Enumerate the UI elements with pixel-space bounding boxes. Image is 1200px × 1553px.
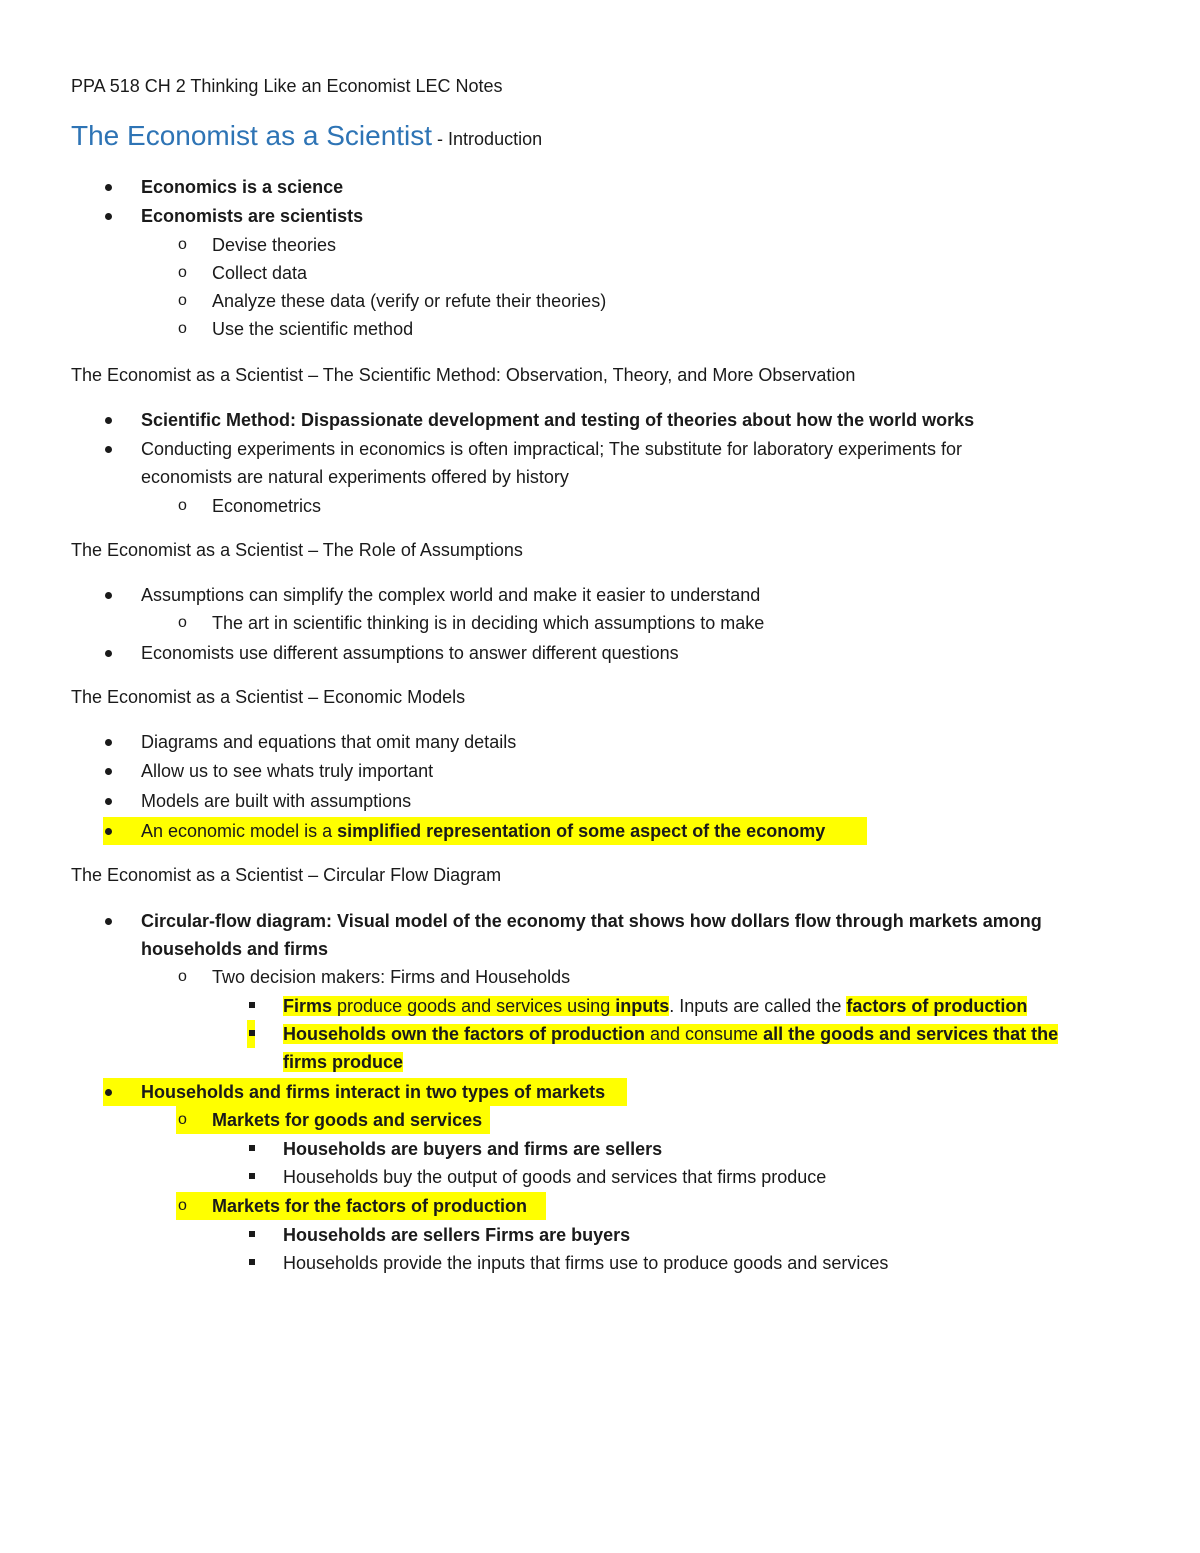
- list-item: Econometrics: [212, 496, 322, 516]
- text-run-bold: simplified representation of some aspect of the economy: [337, 821, 826, 841]
- circle-bullet-icon: o: [178, 1197, 187, 1214]
- square-bullet-icon: [249, 1002, 255, 1008]
- bullet-icon: [105, 828, 112, 835]
- list-item-continuation: households and firms: [141, 939, 329, 959]
- square-bullet-icon: [249, 1231, 255, 1237]
- bullet-icon: [105, 918, 112, 925]
- text-run-bold: Firms: [283, 996, 333, 1016]
- bullet-icon: [105, 592, 112, 599]
- list-item: Collect data: [212, 263, 308, 283]
- text-run: and consume: [645, 1024, 764, 1044]
- circle-bullet-icon: o: [178, 236, 187, 253]
- bullet-icon: [105, 739, 112, 746]
- list-item: Households buy the output of goods and services that firms produce: [283, 1167, 827, 1187]
- list-item: Allow us to see whats truly important: [141, 761, 434, 781]
- bullet-icon: [105, 184, 112, 191]
- circle-bullet-icon: o: [178, 292, 187, 309]
- text-run: produce goods and services using: [332, 996, 616, 1016]
- list-item-highlighted: [283, 992, 1027, 1020]
- text-run-bold: factors of production: [846, 996, 1028, 1016]
- list-item: Diagrams and equations that omit many details: [141, 732, 517, 752]
- text-run: An economic model is a: [141, 821, 338, 841]
- heading-suffix: - Introduction: [432, 129, 543, 149]
- list-item: Economics is a science: [141, 177, 344, 197]
- square-bullet-icon: [249, 1030, 255, 1036]
- text-run-bold: all the goods and services that the: [763, 1024, 1059, 1044]
- list-item: Scientific Method: Dispassionate development and testing of theories about how the world works: [141, 410, 975, 430]
- list-item: Circular-flow diagram: Visual model of the economy that shows how dollars flow through markets among: [141, 911, 1042, 931]
- list-item: Two decision makers: Firms and Households: [212, 967, 571, 987]
- square-bullet-icon: [249, 1173, 255, 1179]
- list-item: Use the scientific method: [212, 319, 414, 339]
- section-heading-circular-flow: The Economist as a Scientist – Circular Flow Diagram: [71, 865, 502, 885]
- circle-bullet-icon: o: [178, 320, 187, 337]
- text-run-bold: firms produce: [283, 1052, 404, 1072]
- list-item: Devise theories: [212, 235, 337, 255]
- section-heading-scientific-method: The Economist as a Scientist – The Scientific Method: Observation, Theory, and More Observation: [71, 365, 856, 385]
- list-item: Economists are scientists: [141, 206, 364, 226]
- document-title: PPA 518 CH 2 Thinking Like an Economist LEC Notes: [71, 76, 503, 96]
- bullet-icon: [105, 1089, 112, 1096]
- square-bullet-icon: [249, 1259, 255, 1265]
- circle-bullet-icon: o: [178, 1111, 187, 1128]
- bullet-icon: [105, 417, 112, 424]
- bullet-icon: [105, 446, 112, 453]
- circle-bullet-icon: o: [178, 264, 187, 281]
- section-heading-introduction: [71, 116, 542, 156]
- list-item-highlighted: [283, 1020, 1058, 1048]
- bullet-icon: [105, 768, 112, 775]
- list-item: The art in scientific thinking is in deciding which assumptions to make: [212, 613, 765, 633]
- text-run-bold: Households own the factors of production: [283, 1024, 645, 1044]
- list-item: Households are sellers Firms are buyers: [283, 1225, 631, 1245]
- list-item: Households are buyers and firms are sellers: [283, 1139, 663, 1159]
- circle-bullet-icon: o: [178, 968, 187, 985]
- heading-main: The Economist as a Scientist: [71, 120, 433, 151]
- list-item: Conducting experiments in economics is often impractical; The substitute for laboratory experiments for: [141, 439, 963, 459]
- list-item-continuation: economists are natural experiments offered by history: [141, 467, 569, 487]
- square-bullet-icon: [249, 1145, 255, 1151]
- circle-bullet-icon: o: [178, 614, 187, 631]
- list-item: Economists use different assumptions to answer different questions: [141, 643, 679, 663]
- text-run: . Inputs are called the: [669, 996, 847, 1016]
- list-item-highlighted: [141, 817, 825, 845]
- list-item: Assumptions can simplify the complex world and make it easier to understand: [141, 585, 761, 605]
- list-item-highlighted: Markets for the factors of production: [212, 1196, 528, 1216]
- text-run-bold: inputs: [615, 996, 670, 1016]
- bullet-icon: [105, 650, 112, 657]
- bullet-icon: [105, 798, 112, 805]
- section-heading-models: The Economist as a Scientist – Economic Models: [71, 687, 466, 707]
- circle-bullet-icon: o: [178, 497, 187, 514]
- list-item-highlighted: Markets for goods and services: [212, 1110, 483, 1130]
- list-item: Analyze these data (verify or refute their theories): [212, 291, 607, 311]
- list-item: Households provide the inputs that firms use to produce goods and services: [283, 1253, 889, 1273]
- list-item: Models are built with assumptions: [141, 791, 412, 811]
- section-heading-assumptions: The Economist as a Scientist – The Role of Assumptions: [71, 540, 523, 560]
- bullet-icon: [105, 213, 112, 220]
- list-item-highlighted: Households and firms interact in two types of markets: [141, 1082, 606, 1102]
- list-item-continuation: [283, 1048, 403, 1076]
